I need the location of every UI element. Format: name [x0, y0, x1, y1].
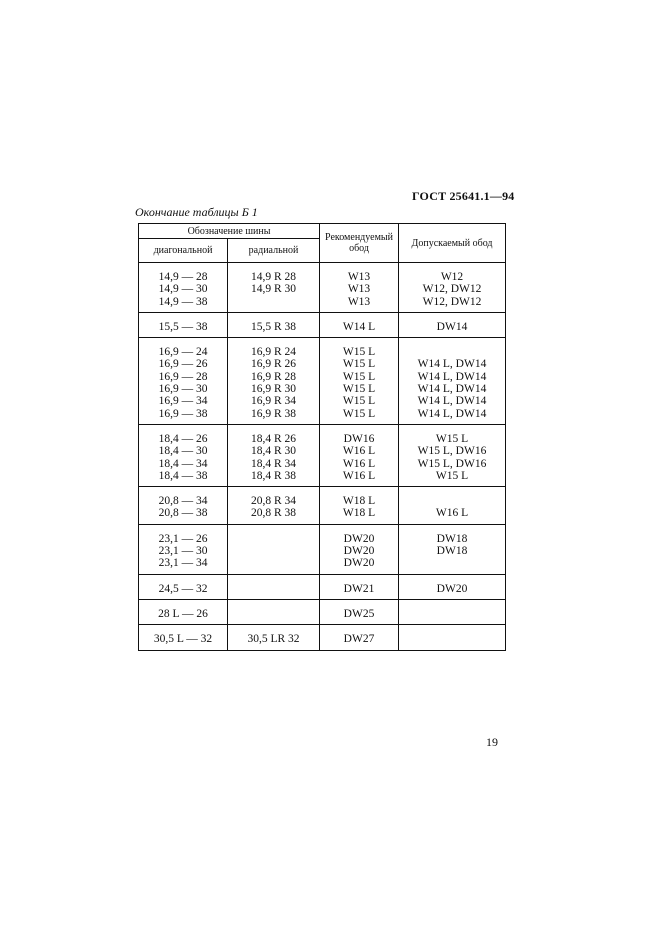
cell-value: 18,4 — 26 [158, 432, 208, 445]
cell-recommended [320, 338, 399, 425]
cell-diag [139, 599, 228, 624]
cell-value: W16 L [342, 445, 376, 458]
cell-allowed [399, 599, 506, 624]
cell-value [399, 608, 505, 620]
page-number: 19 [486, 735, 498, 749]
cell-value: W15 L, DW16 [417, 457, 487, 470]
cell-value: 30,5 LR 32 [247, 633, 300, 646]
cell-value [228, 608, 319, 620]
table-row-group [139, 574, 506, 599]
cell-recommended [320, 312, 399, 337]
cell-value: 16,9 — 34 [158, 395, 208, 408]
cell-value: 18,4 — 34 [158, 457, 208, 470]
cell-value: 15,5 — 38 [158, 320, 208, 333]
cell-value: W16 L [435, 507, 469, 520]
header-tire-designation: Обозначение шины [139, 224, 320, 239]
cell-allowed [399, 312, 506, 337]
cell-value: 18,4 — 38 [158, 469, 208, 482]
cell-radial [228, 574, 320, 599]
table-row-group [139, 599, 506, 624]
cell-value: W15 L [342, 346, 376, 359]
cell-allowed [399, 487, 506, 525]
cell-value: 15,5 R 38 [250, 320, 297, 333]
cell-value: 18,4 R 38 [250, 469, 297, 482]
header-recommended-rim: Рекомендуемый обод [320, 224, 399, 263]
table-row-group [139, 487, 506, 525]
cell-value: 16,9 — 38 [158, 407, 208, 420]
cell-value: 16,9 — 24 [158, 346, 208, 359]
cell-value: 18,4 R 26 [250, 432, 297, 445]
cell-value: W15 L [435, 432, 469, 445]
cell-value: W15 L [435, 469, 469, 482]
cell-value [399, 495, 505, 507]
cell-value: 28 L — 26 [158, 607, 208, 620]
cell-diag [139, 524, 228, 574]
cell-recommended [320, 574, 399, 599]
table-row-group [139, 524, 506, 574]
standard-number: ГОСТ 25641.1—94 [412, 189, 515, 203]
cell-diag [139, 263, 228, 313]
cell-value: 20,8 R 38 [250, 507, 297, 520]
cell-radial [228, 263, 320, 313]
cell-value: 20,8 — 38 [158, 507, 208, 520]
cell-value: W15 L [342, 395, 376, 408]
table-caption: Окончание таблицы Б 1 [135, 205, 258, 219]
header-allowed-rim: Допускаемый обод [399, 224, 506, 263]
cell-value: 23,1 — 30 [158, 545, 208, 558]
cell-value: 20,8 R 34 [250, 495, 297, 508]
cell-value: 20,8 — 34 [158, 495, 208, 508]
cell-value: DW21 [343, 582, 375, 595]
cell-value: W14 L, DW14 [417, 370, 487, 383]
cell-radial [228, 599, 320, 624]
cell-value: W12 [440, 271, 464, 283]
rim-table [138, 223, 506, 651]
cell-value: DW20 [343, 545, 375, 558]
cell-value [399, 633, 505, 645]
table-row-group [139, 424, 506, 486]
cell-value [228, 296, 319, 308]
table-row-group [139, 625, 506, 650]
cell-value: 14,9 R 30 [250, 283, 297, 296]
cell-value: 18,4 — 30 [158, 445, 208, 458]
cell-value: 18,4 R 34 [250, 457, 297, 470]
cell-recommended [320, 487, 399, 525]
cell-value: 18,4 R 30 [250, 445, 297, 458]
cell-value: W15 L [342, 358, 376, 371]
cell-value: 16,9 R 30 [250, 383, 297, 396]
cell-value [399, 557, 505, 569]
cell-value: DW18 [436, 532, 468, 545]
cell-value: DW27 [343, 633, 375, 646]
cell-value: 16,9 — 26 [158, 358, 208, 371]
cell-value: DW18 [436, 545, 468, 558]
cell-value: DW25 [343, 607, 375, 620]
header-radial: радиальной [228, 239, 320, 263]
cell-radial [228, 338, 320, 425]
cell-value: W14 L, DW14 [417, 383, 487, 396]
cell-value: 23,1 — 26 [158, 532, 208, 545]
cell-diag [139, 338, 228, 425]
cell-diag [139, 424, 228, 486]
cell-allowed [399, 424, 506, 486]
cell-diag [139, 625, 228, 650]
cell-value: DW14 [436, 320, 468, 333]
cell-value: W12, DW12 [422, 295, 482, 308]
cell-value: 16,9 R 24 [250, 346, 297, 359]
cell-value: DW16 [343, 432, 375, 445]
cell-value: 16,9 R 26 [250, 358, 297, 371]
cell-allowed [399, 625, 506, 650]
cell-value: W16 L [342, 469, 376, 482]
cell-value: 23,1 — 34 [158, 557, 208, 570]
cell-value: W16 L [342, 457, 376, 470]
cell-value: W12, DW12 [422, 283, 482, 296]
cell-allowed [399, 338, 506, 425]
cell-value: 16,9 — 30 [158, 383, 208, 396]
cell-value: W13 [347, 283, 371, 296]
cell-value [399, 346, 505, 358]
cell-value [228, 557, 319, 569]
cell-recommended [320, 599, 399, 624]
cell-value: W13 [347, 271, 371, 283]
cell-value [228, 583, 319, 595]
table-row-group [139, 338, 506, 425]
cell-value: W14 L, DW14 [417, 358, 487, 371]
cell-value: W13 [347, 295, 371, 308]
cell-value: W15 L [342, 407, 376, 420]
cell-value [228, 533, 319, 545]
table-row-group [139, 263, 506, 313]
cell-allowed [399, 524, 506, 574]
cell-value [228, 545, 319, 557]
cell-diag [139, 312, 228, 337]
cell-value: 14,9 — 38 [158, 295, 208, 308]
cell-recommended [320, 524, 399, 574]
cell-value: 24,5 — 32 [158, 582, 208, 595]
cell-value: DW20 [343, 557, 375, 570]
cell-value: 14,9 — 28 [158, 271, 208, 283]
header-diagonal: диагональной [139, 239, 228, 263]
cell-radial [228, 424, 320, 486]
cell-value: W14 L, DW14 [417, 407, 487, 420]
cell-value: 14,9 R 28 [250, 271, 297, 283]
cell-radial [228, 487, 320, 525]
cell-value: 16,9 R 38 [250, 407, 297, 420]
cell-value: DW20 [343, 532, 375, 545]
table-row-group [139, 312, 506, 337]
cell-value: 16,9 — 28 [158, 370, 208, 383]
cell-value: 30,5 L — 32 [153, 633, 213, 646]
cell-value: DW20 [436, 582, 468, 595]
cell-recommended [320, 625, 399, 650]
cell-value: W18 L [342, 495, 376, 508]
cell-value: W15 L, DW16 [417, 445, 487, 458]
cell-recommended [320, 263, 399, 313]
cell-radial [228, 524, 320, 574]
cell-radial [228, 625, 320, 650]
cell-diag [139, 487, 228, 525]
cell-value: 14,9 — 30 [158, 283, 208, 296]
cell-value: 16,9 R 28 [250, 370, 297, 383]
cell-diag [139, 574, 228, 599]
cell-allowed [399, 574, 506, 599]
cell-allowed [399, 263, 506, 313]
cell-value: W15 L [342, 370, 376, 383]
cell-value: W15 L [342, 383, 376, 396]
cell-recommended [320, 424, 399, 486]
cell-value: W18 L [342, 507, 376, 520]
cell-value: W14 L, DW14 [417, 395, 487, 408]
cell-value: 16,9 R 34 [250, 395, 297, 408]
cell-value: W14 L [342, 320, 376, 333]
cell-radial [228, 312, 320, 337]
